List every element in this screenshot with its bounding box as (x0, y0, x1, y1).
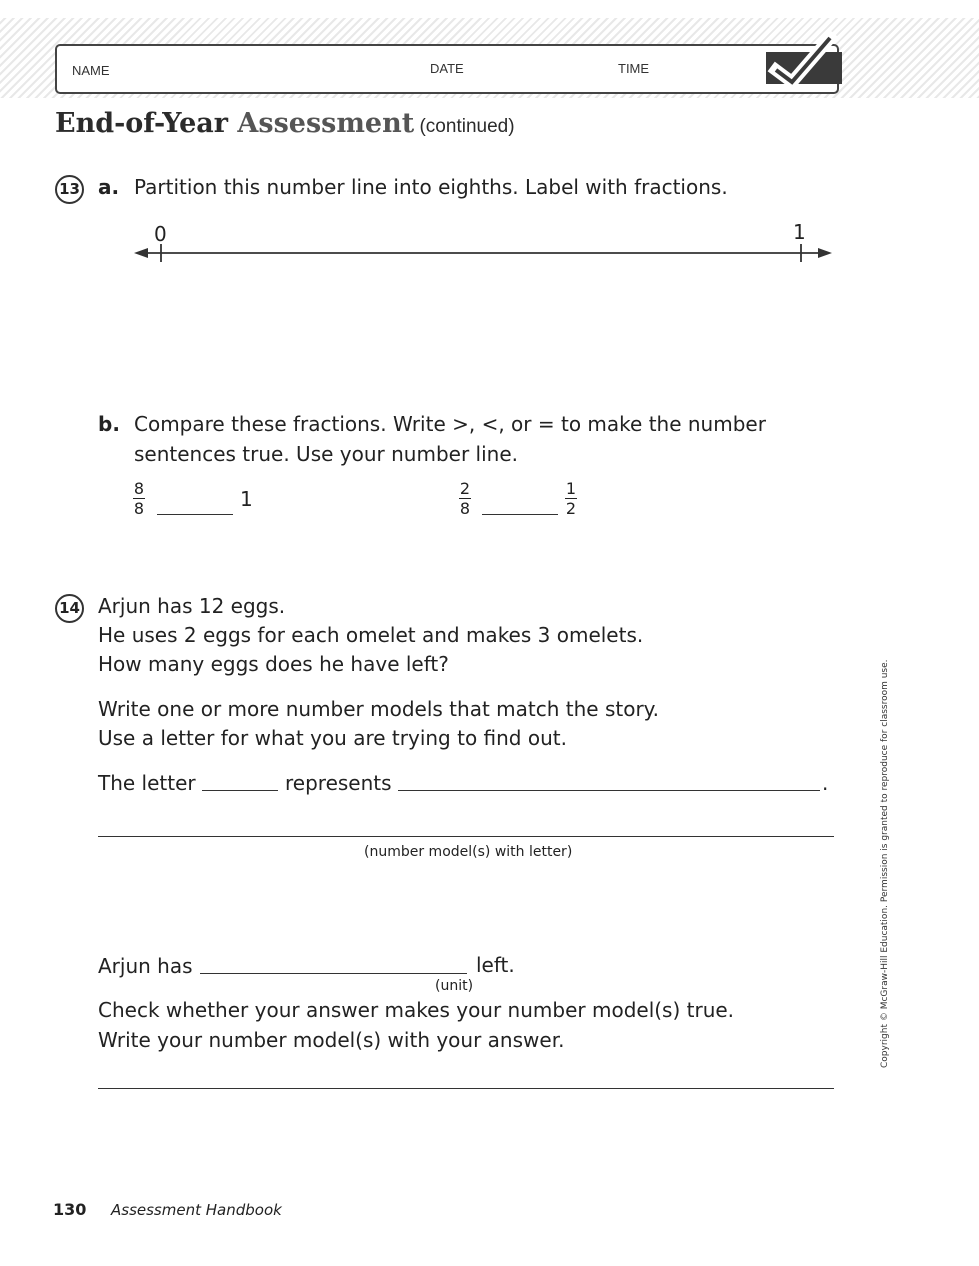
book-title: Assessment Handbook (111, 1201, 282, 1219)
q14-instruction-line2: Use a letter for what you are trying to find out. (98, 726, 567, 750)
number-model-answer-line[interactable] (98, 836, 834, 837)
left-label: left. (476, 953, 515, 977)
represents-answer-blank[interactable] (398, 790, 820, 791)
letter-answer-blank[interactable] (202, 790, 278, 791)
check-line2: Write your number model(s) with your answer. (98, 1028, 565, 1052)
q14-story-line2: He uses 2 eggs for each omelet and makes 3 omelets. (98, 623, 644, 647)
arjun-has-answer-blank[interactable] (200, 973, 467, 974)
question-14-number: 14 (55, 594, 84, 623)
q13a-text: Partition this number line into eighths. Label with fractions. (134, 175, 728, 199)
question-13-number: 13 (55, 175, 84, 204)
fraction-one-half: 1 2 (565, 479, 577, 518)
q13b-text-line1: Compare these fractions. Write >, <, or = to make the number (134, 412, 766, 436)
unit-caption: (unit) (435, 978, 474, 994)
q13b-letter: b. (98, 412, 120, 436)
page-number: 130 (53, 1200, 87, 1219)
represents-period: . (822, 771, 829, 795)
q14-story-line3: How many eggs does he have left? (98, 652, 449, 676)
number-line[interactable] (130, 240, 840, 266)
check-line1: Check whether your answer makes your number model(s) true. (98, 998, 735, 1022)
checkmark-icon (766, 30, 846, 88)
page-title: End-of-Year Assessment (continued) (55, 108, 515, 139)
final-answer-line[interactable] (98, 1088, 834, 1089)
date-label: DATE (430, 61, 464, 76)
copyright-notice: Copyright © McGraw-Hill Education. Permission is granted to reproduce for classroom use. (880, 659, 890, 1068)
compare1-answer-blank[interactable] (157, 514, 233, 515)
number-line-one-label: 1 (793, 220, 806, 244)
fraction-eight-eighths: 8 8 (133, 479, 145, 518)
the-letter-label: The letter (98, 771, 196, 795)
q13b-text-line2: sentences true. Use your number line. (134, 442, 518, 466)
arjun-has-label: Arjun has (98, 954, 193, 978)
fraction-two-eighths: 2 8 (459, 479, 471, 518)
number-line-zero-label: 0 (154, 222, 167, 246)
compare2-answer-blank[interactable] (482, 514, 558, 515)
q14-story-line1: Arjun has 12 eggs. (98, 594, 286, 618)
q13a-letter: a. (98, 175, 120, 199)
time-label: TIME (618, 61, 650, 76)
q14-instruction-line1: Write one or more number models that match the story. (98, 697, 660, 721)
compare1-right-value: 1 (240, 487, 253, 511)
number-model-caption: (number model(s) with letter) (364, 844, 573, 860)
name-label: NAME (72, 63, 110, 78)
represents-label: represents (285, 771, 392, 795)
